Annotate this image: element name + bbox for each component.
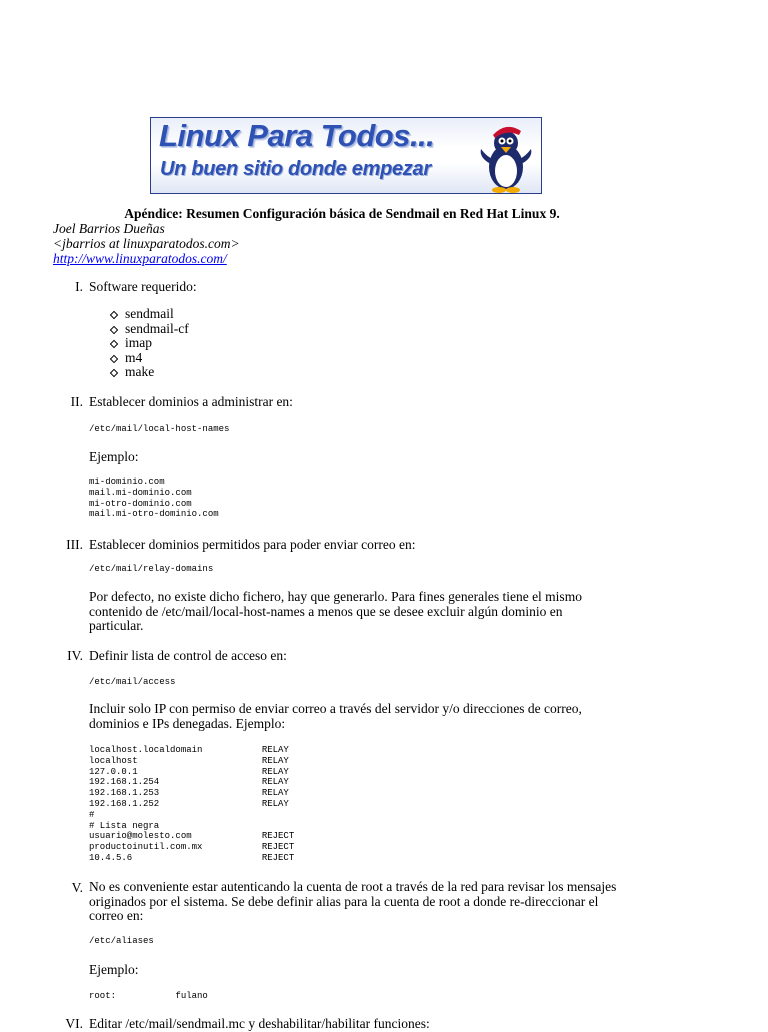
section-heading: Definir lista de control de acceso en: — [89, 648, 287, 663]
diamond-bullet-icon — [110, 325, 118, 333]
section-numeral: IV. — [67, 648, 83, 663]
author-name: Joel Barrios Dueñas — [53, 221, 165, 236]
code-block: localhost.localdomain RELAY localhost RELAY 127.0.0.1 RELAY 192.168.1.254 RELAY 192.168.1.253 RELAY 192.168.1.252 RELAY # # Lista negra usuario@molesto.com REJECT productoinutil.com.mx REJECT 10.4.5.6 REJECT — [89, 745, 295, 863]
diamond-bullet-icon — [110, 340, 118, 348]
code-path: /etc/mail/relay-domains — [89, 564, 214, 574]
code-block: root: fulano — [89, 991, 208, 1001]
code-block: mi-dominio.com mail.mi-dominio.com mi-otro-dominio.com mail.mi-otro-dominio.com — [89, 477, 219, 520]
list-item: sendmail — [108, 307, 189, 322]
section-numeral: V. — [71, 880, 83, 895]
banner-subtitle: Un buen sitio donde empezar — [160, 158, 431, 180]
section-heading: Editar /etc/mail/sendmail.mc y deshabilitar/habilitar funciones: — [89, 1016, 430, 1031]
diamond-bullet-icon — [110, 354, 118, 362]
list-item: m4 — [108, 351, 189, 366]
document-title: Apéndice: Resumen Configuración básica de Sendmail en Red Hat Linux 9. — [124, 206, 560, 221]
software-list — [108, 307, 189, 380]
list-item: sendmail-cf — [108, 322, 189, 337]
section-numeral: II. — [70, 394, 83, 409]
paragraph: Incluir solo IP con permiso de enviar correo a través del servidor y/o direcciones de correo, dominios e IPs denegadas. Ejemplo: — [89, 701, 582, 731]
section-heading: Establecer dominios permitidos para poder enviar correo en: — [89, 537, 416, 552]
paragraph: Por defecto, no existe dicho fichero, hay que generarlo. Para fines generales tiene el mismo contenido de /etc/mail/local-host-names a menos que se desee excluir algún dominio en particular. — [89, 589, 582, 633]
penguin-icon — [475, 121, 537, 193]
section-heading: Establecer dominios a administrar en: — [89, 394, 293, 409]
author-website-link[interactable]: http://www.linuxparatodos.com/ — [53, 251, 227, 266]
code-path: /etc/mail/local-host-names — [89, 424, 230, 434]
author-email: <jbarrios at linuxparatodos.com> — [53, 236, 240, 251]
list-item: imap — [108, 336, 189, 351]
section-heading: No es conveniente estar autenticando la cuenta de root a través de la red para revisar los mensajes originados por el sistema. Se debe definir alias para la cuenta de root a donde re-direccionar el correo en: — [89, 879, 617, 923]
diamond-bullet-icon — [110, 311, 118, 319]
example-label: Ejemplo: — [89, 962, 139, 977]
section-numeral: VI. — [65, 1016, 83, 1031]
list-item: make — [108, 365, 189, 380]
diamond-bullet-icon — [110, 369, 118, 377]
site-banner — [150, 117, 542, 194]
author-block — [53, 221, 240, 266]
example-label: Ejemplo: — [89, 449, 139, 464]
section-heading: Software requerido: — [89, 279, 197, 294]
section-numeral: I. — [75, 279, 83, 294]
code-path: /etc/aliases — [89, 936, 154, 946]
code-path: /etc/mail/access — [89, 677, 176, 687]
banner-title: Linux Para Todos... — [159, 118, 435, 153]
section-numeral: III. — [66, 537, 83, 552]
